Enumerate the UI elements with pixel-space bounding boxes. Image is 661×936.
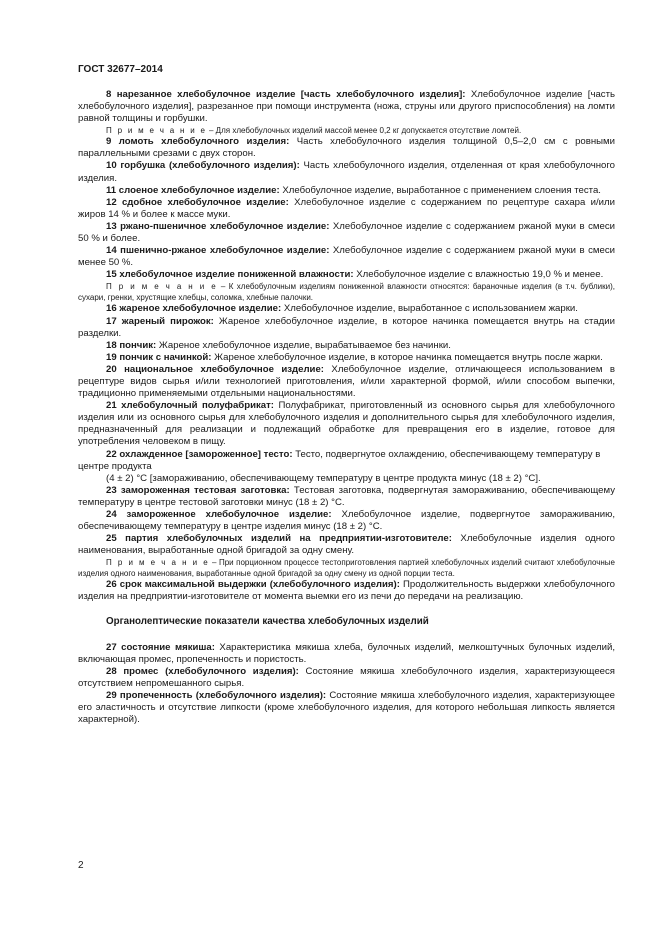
entry-25 <box>78 533 615 557</box>
entry-19 <box>78 352 615 364</box>
note-label: П р и м е ч а н и е <box>106 558 210 568</box>
term: 21 хлебобулочный полуфабрикат: <box>106 400 274 412</box>
entry-29 <box>78 690 615 726</box>
entry-24 <box>78 509 615 533</box>
definition: Хлебобулочное изделие, подвергнутое замораживанию, обеспечивающему температуру в центре изделия минус (18 ± 2) °С. <box>78 509 616 533</box>
note-text: – При порционном процессе тестоприготовления партией хлебобулочных изделий считают хлебобулочные изделия одного наименования, выработанные одной бригадой за одну смену из одной порции теста. <box>78 558 616 579</box>
note-25 <box>78 557 615 579</box>
term: 13 ржано-пшеничное хлебобулочное изделие: <box>106 220 330 232</box>
note-text: – Для хлебобулочных изделий массой менее 0,2 кг допускается отсутствие ломтей. <box>206 126 522 136</box>
term: 17 жареный пирожок: <box>106 315 214 327</box>
definition: Тестовая заготовка, подвергнутая замораживанию, обеспечивающему температуру в центре тестовой заготовки минус (18 ± 2) °С. <box>78 484 615 508</box>
term: 10 горбушка (хлебобулочного изделия): <box>106 160 300 172</box>
definition: Полуфабрикат, приготовленный из основного сырья для хлебобулочного изделия или из основного сырья для хлебобулочного изделия и дополнительного сырья для хлебобулочного изделия, предназначенный для реализации и подлежащий обработке для превращения его в изделие, готовое для употребления человеком в пищу. <box>78 400 615 448</box>
document-body <box>78 89 615 726</box>
definition: Тесто, подвергнутое охлаждению, обеспечивающему температуру в центре продукта <box>78 448 601 472</box>
entry-26 <box>78 579 615 603</box>
entry-21 <box>78 400 615 448</box>
definition: Хлебобулочное изделие с влажностью 19,0 % и менее. <box>353 269 604 281</box>
definition: Жареное хлебобулочное изделие, вырабатываемое без начинки. <box>156 339 451 351</box>
document-code: ГОСТ 32677–2014 <box>78 64 163 75</box>
entry-22-continued <box>78 473 615 485</box>
term: 9 ломоть хлебобулочного изделия: <box>106 136 290 148</box>
term: 29 пропеченность (хлебобулочного изделия): <box>106 690 327 702</box>
entry-14 <box>78 245 615 269</box>
term: 11 слоеное хлебобулочное изделие: <box>106 184 280 196</box>
term: 14 пшенично-ржаное хлебобулочное изделие: <box>106 245 330 257</box>
term: 22 охлажденное [замороженное] тесто: <box>106 448 293 460</box>
definition: Продолжительность выдержки хлебобулочного изделия на предприятии-изготовителе от момента выемки его из печи до передачи на реализацию. <box>78 579 615 603</box>
entry-20 <box>78 364 615 400</box>
entry-9 <box>78 136 615 160</box>
entry-12 <box>78 197 615 221</box>
note-label: П р и м е ч а н и е <box>106 126 207 136</box>
definition: Хлебобулочные изделия одного наименования, выработанные одной бригадой за одну смену. <box>78 533 615 557</box>
definition: Состояние мякиша хлебобулочного изделия, характеризующееся отсутствием непромешанного сырья. <box>78 665 615 689</box>
entry-17 <box>78 316 615 340</box>
note-15 <box>78 281 615 303</box>
term: 28 промес (хлебобулочного изделия): <box>106 665 299 677</box>
definition: Хлебобулочное изделие, выработанное с использованием жарки. <box>281 303 578 315</box>
definition: Характеристика мякиша хлеба, булочных изделий, мелкоштучных булочных изделий, включающая промес, пропеченность и пористость. <box>78 641 615 665</box>
definition: Хлебобулочное изделие с содержанием по рецептуре сахара и/или жиров 14 % и более к массе муки. <box>78 196 615 220</box>
definition: Хлебобулочное изделие, выработанное с применением слоения теста. <box>279 184 601 196</box>
definition: Часть хлебобулочного изделия, отделенная от края хлебобулочного изделия. <box>78 160 615 184</box>
entry-11 <box>78 185 615 197</box>
term: 20 национальное хлебобулочное изделие: <box>106 363 324 375</box>
term: 23 замороженная тестовая заготовка: <box>106 484 290 496</box>
note-label: П р и м е ч а н и е <box>106 282 218 292</box>
entry-22 <box>78 449 615 473</box>
entry-8 <box>78 89 615 125</box>
entry-10 <box>78 160 615 184</box>
definition: Хлебобулочное изделие, отличающееся использованием в рецептуре видов сырья и/или технологией приготовления, и/или характерной формой, и/или способом выпечки, традиционно применяемыми отдельными национальностями. <box>78 363 616 400</box>
definition: Хлебобулочное изделие с содержанием ржаной муки в смеси менее 50 %. <box>78 245 615 269</box>
definition: Жареное хлебобулочное изделие, в которое начинка помещается внутрь после жарки. <box>211 351 603 363</box>
section-heading: Органолептические показатели качества хлебобулочных изделий <box>106 615 429 627</box>
term: 18 пончик: <box>106 339 157 351</box>
entry-18 <box>78 340 615 352</box>
note-text: – К хлебобулочным изделиям пониженной влажности относятся: бараночные изделия (в т.ч. бублики), сухари, гренки, хрустящие хлебцы, соломка, хлебные палочки. <box>78 282 615 303</box>
term: 15 хлебобулочное изделие пониженной влажности: <box>106 269 354 281</box>
term: 24 замороженное хлебобулочное изделие: <box>106 509 332 520</box>
term: 27 состояние мякиша: <box>106 641 215 653</box>
entry-16 <box>78 303 615 315</box>
entry-15 <box>78 269 615 281</box>
definition: Хлебобулочное изделие с содержанием ржаной муки в смеси 50 % и более. <box>78 220 615 245</box>
definition: Часть хлебобулочного изделия толщиной 0,5–2,0 см с ровными параллельными срезами с двух сторон. <box>78 136 615 160</box>
term: 25 партия хлебобулочных изделий на предприятии-изготовителе: <box>106 533 452 545</box>
definition: Состояние мякиша хлебобулочного изделия, характеризующее его эластичность и отсутствие липкости (кроме хлебобулочного изделия, для которого небольшая липкость является характерной). <box>78 690 615 726</box>
entry-27 <box>78 642 615 666</box>
term: 12 сдобное хлебобулочное изделие: <box>106 196 289 208</box>
definition: Жареное хлебобулочное изделие, в которое начинка помещается внутрь на стадии разделки. <box>78 315 615 339</box>
term: 8 нарезанное хлебобулочное изделие [часть хлебобулочного изделия]: <box>106 89 466 100</box>
entry-28 <box>78 666 615 690</box>
definition-continued: (4 ± 2) °С [замораживанию, обеспечивающему температуру в центре продукта минус (18 ± 2) °С]. <box>106 472 541 484</box>
term: 26 срок максимальной выдержки (хлебобулочного изделия): <box>106 579 400 591</box>
entry-23 <box>78 485 615 509</box>
note-8 <box>78 125 615 136</box>
term: 19 пончик с начинкой: <box>106 351 212 363</box>
page-number: 2 <box>78 860 84 871</box>
entry-13 <box>78 221 615 245</box>
definition: Хлебобулочное изделие [часть хлебобулочного изделия], разрезанное при помощи инструмента (ножа, струны или другого приспособления) на ломти равной толщины и горбушки. <box>78 89 615 125</box>
term: 16 жареное хлебобулочное изделие: <box>106 303 282 315</box>
